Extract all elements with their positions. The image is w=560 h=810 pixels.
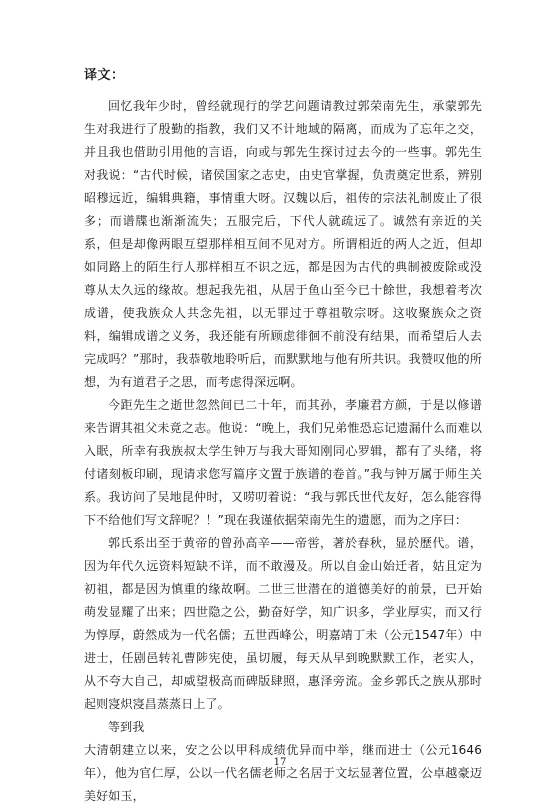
- paragraph-qing: 大清朝建立以来，安之公以甲科成绩优异而中举，继而进士（公元1646年），他为官仁厚，公以一代名儒老师之名居于文坛显著位置，公卓越豪迈美好如玉，: [84, 743, 482, 803]
- paragraph-request: 今距先生之逝世忽然间已二十年，而其孙，孝廉君方颜，于是以修谱来告谓其祖父未竟之志。他说：“晚上，我们兄弟惟恐忘记遗漏什么而难以入眠，所幸有我族叔太学生钟万与我大哥知刚同心罗辑，都有了头绪，将付诸刻板印刷，现请求您写篇序文置于族谱的卷首。”我与钟万属于师生关系。我访问了吴地昆仲时，又唠叨着说：“我与郭氏世代友好，怎么能容得下不给他们写文辞呢？！”现在我谨依据荣南先生的遗愿，而为之序曰：: [84, 398, 482, 527]
- paragraph-recollection: 回忆我年少时，曾经就现行的学艺问题请教过郭荣南先生，承蒙郭先生对我进行了殷勤的指教，我们又不计地域的隔离，而成为了忘年之交，并且我也借助引用他的言语，向或与郭先生探讨过去今的一些事。郭先生对我说：“古代时候，诸侯国家之志史，由史官掌握，负责奠定世系，辨别昭穆远近，编辑典籍，事情重大呀。汉魏以后，祖传的宗法礼制废止了很多；而谱牒也渐渐流失；五服完后，下代人就疏远了。诚然有亲近的关系，但是却像两眼互望那样相互间不见对方。所谓相近的两人之近，但却如同路上的陌生行人那样相互不识之远，都是因为古代的典制被废除或没尊从太久远的缘故。想起我先祖，从居于鱼山至今已十餘世，我想着考次成谱，使我族众人共念先祖，以无罪过于尊祖敬宗呀。这收聚族众之资料，编辑成谱之义务，我还能有所顾虑徘徊不前没有结果，而希望后人去完成吗？”那时，我恭敬地聆听后，而默默地与他有所共识。我赞叹他的所想，为有道君子之思，而考虑得深远啊。: [84, 99, 482, 389]
- page-number: 17: [273, 757, 287, 768]
- paragraph-lineage: 郭氏系出至于黄帝的曾孙高辛——帝喾，著於春秋，显於歷代。谱，因为年代久远资料短缺不详，而不敢漫及。所以自金山始迁者，姑且定为初祖，都是因为慎重的缘故啊。二世三世潜在的道德美好的前景，已开始萌发显耀了出来；四世隐之公，勤奋好学，知广识多，学业厚实，而又行为惇厚，蔚然成为一代名儒；五世西峰公，明嘉靖丁未（公元1547年）中进士，任剧邑转礼曹陟宪使，虽切履，每天从早到晚默默工作，老实人，从不夸大自己，却威望极高而碑版肆照，惠泽旁流。金乡郭氏之族从那时起则寖炽寖昌蒸蒸日上了。: [84, 536, 482, 711]
- translation-body: [84, 95, 482, 808]
- section-heading: 译文：: [84, 68, 125, 83]
- paragraph-transition: 等到我: [108, 720, 145, 734]
